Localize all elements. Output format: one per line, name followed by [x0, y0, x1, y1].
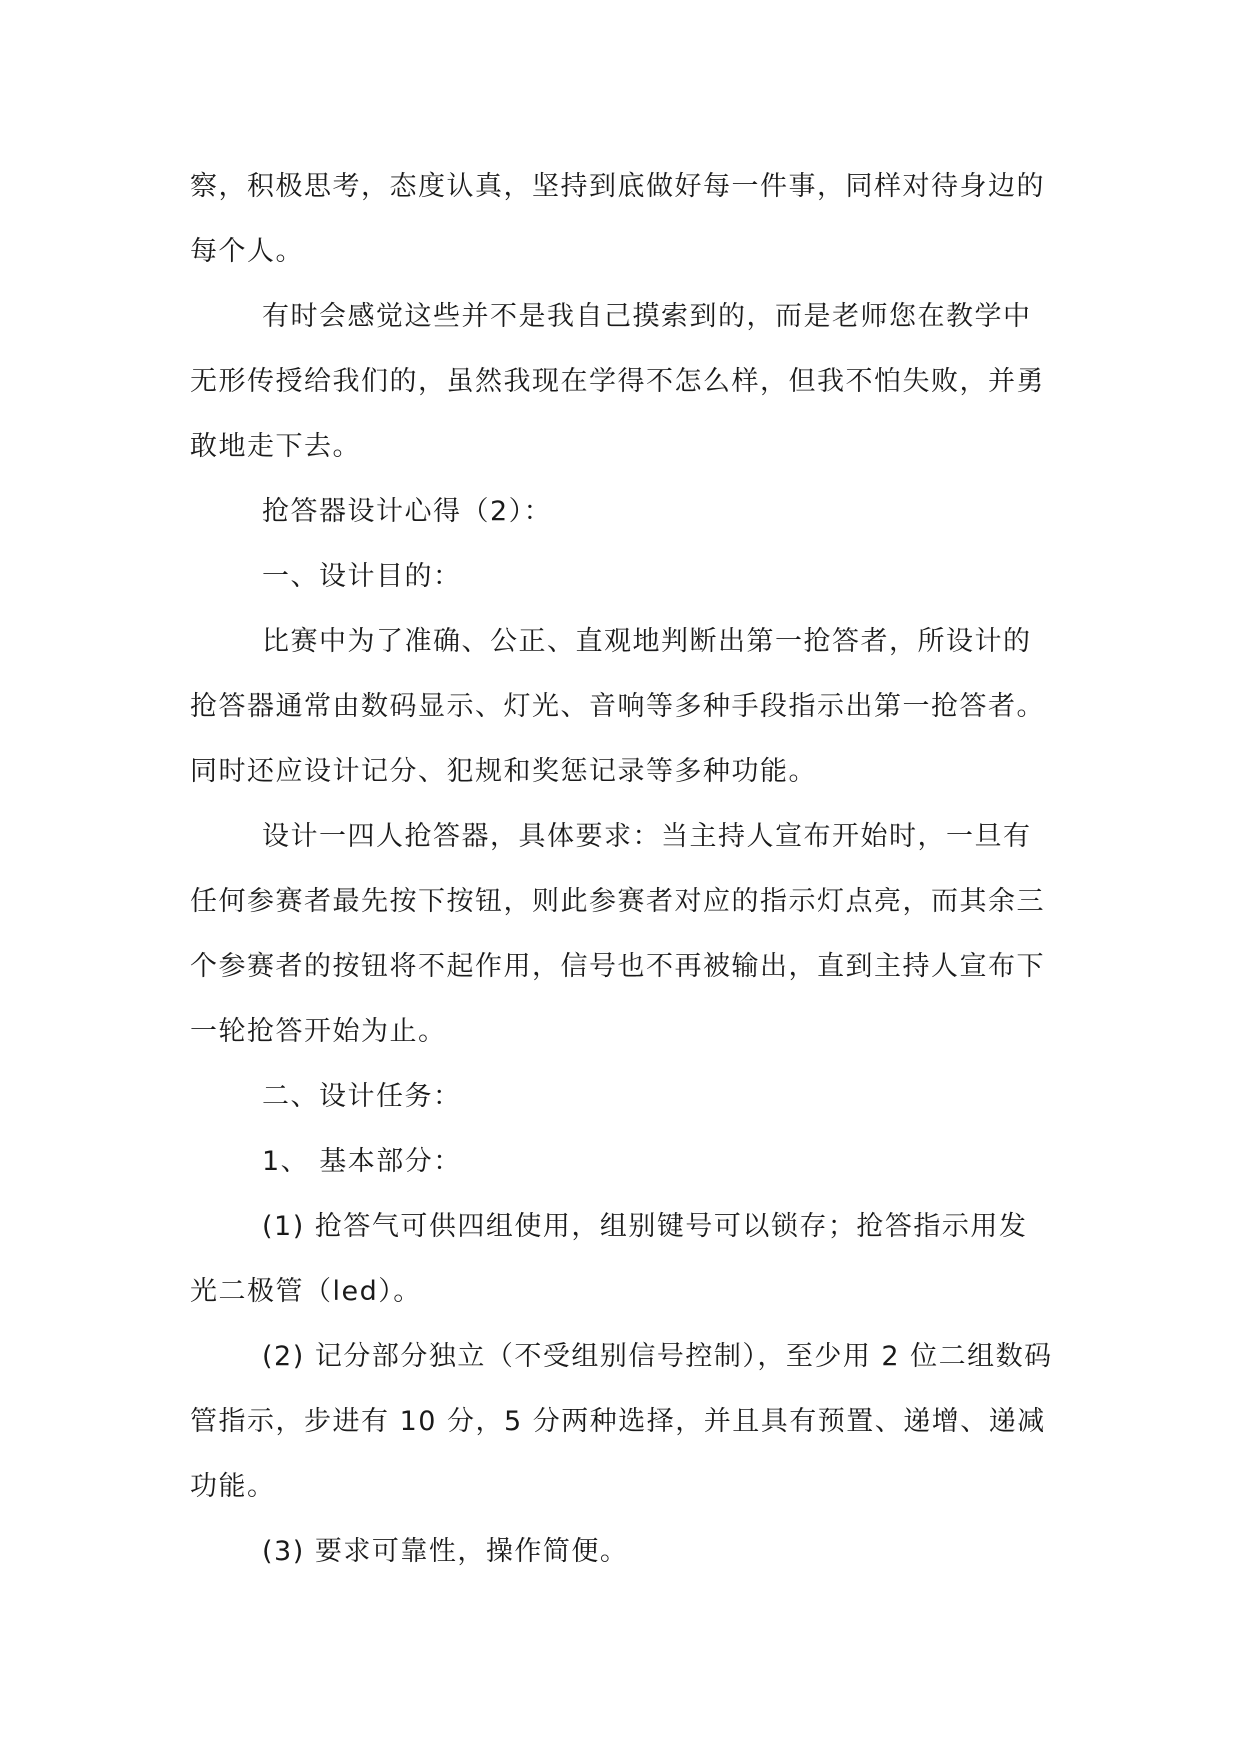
- paragraph: 有时会感觉这些并不是我自己摸索到的，而是老师您在教学中 无形传授给我们的，虽然我现在学得不怎么样，但我不怕失败，并勇 敢地走下去。: [190, 301, 1045, 462]
- subsection-heading: 1、 基本部分：: [262, 1146, 462, 1177]
- list-item: (2) 记分部分独立（不受组别信号控制），至少用 2 位二组数码 管指示，步进有 10 分，5 分两种选择，并且具有预置、递增、递减 功能。: [190, 1341, 1053, 1502]
- paragraph: 比赛中为了准确、公正、直观地判断出第一抢答者，所设计的 抢答器通常由数码显示、灯光、音响等多种手段指示出第一抢答者。 同时还应设计记分、犯规和奖惩记录等多种功能。: [190, 626, 1045, 787]
- paragraph: 察，积极思考，态度认真，坚持到底做好每一件事，同样对待身边的 每个人。: [190, 171, 1045, 267]
- document-body: [190, 154, 1060, 1584]
- section-heading: 一、设计目的：: [262, 561, 462, 592]
- paragraph: 设计一四人抢答器，具体要求：当主持人宣布开始时，一旦有 任何参赛者最先按下按钮，则此参赛者对应的指示灯点亮，而其余三 个参赛者的按钮将不起作用，信号也不再被输出，直到主持人宣布下 一轮抢答开始为止。: [190, 821, 1045, 1047]
- list-item: (1) 抢答气可供四组使用，组别键号可以锁存；抢答指示用发 光二极管（led）。: [190, 1211, 1028, 1307]
- section-heading: 二、设计任务：: [262, 1081, 462, 1112]
- section-heading: 抢答器设计心得（2）：: [262, 496, 553, 527]
- list-item: (3) 要求可靠性，操作简便。: [262, 1536, 629, 1567]
